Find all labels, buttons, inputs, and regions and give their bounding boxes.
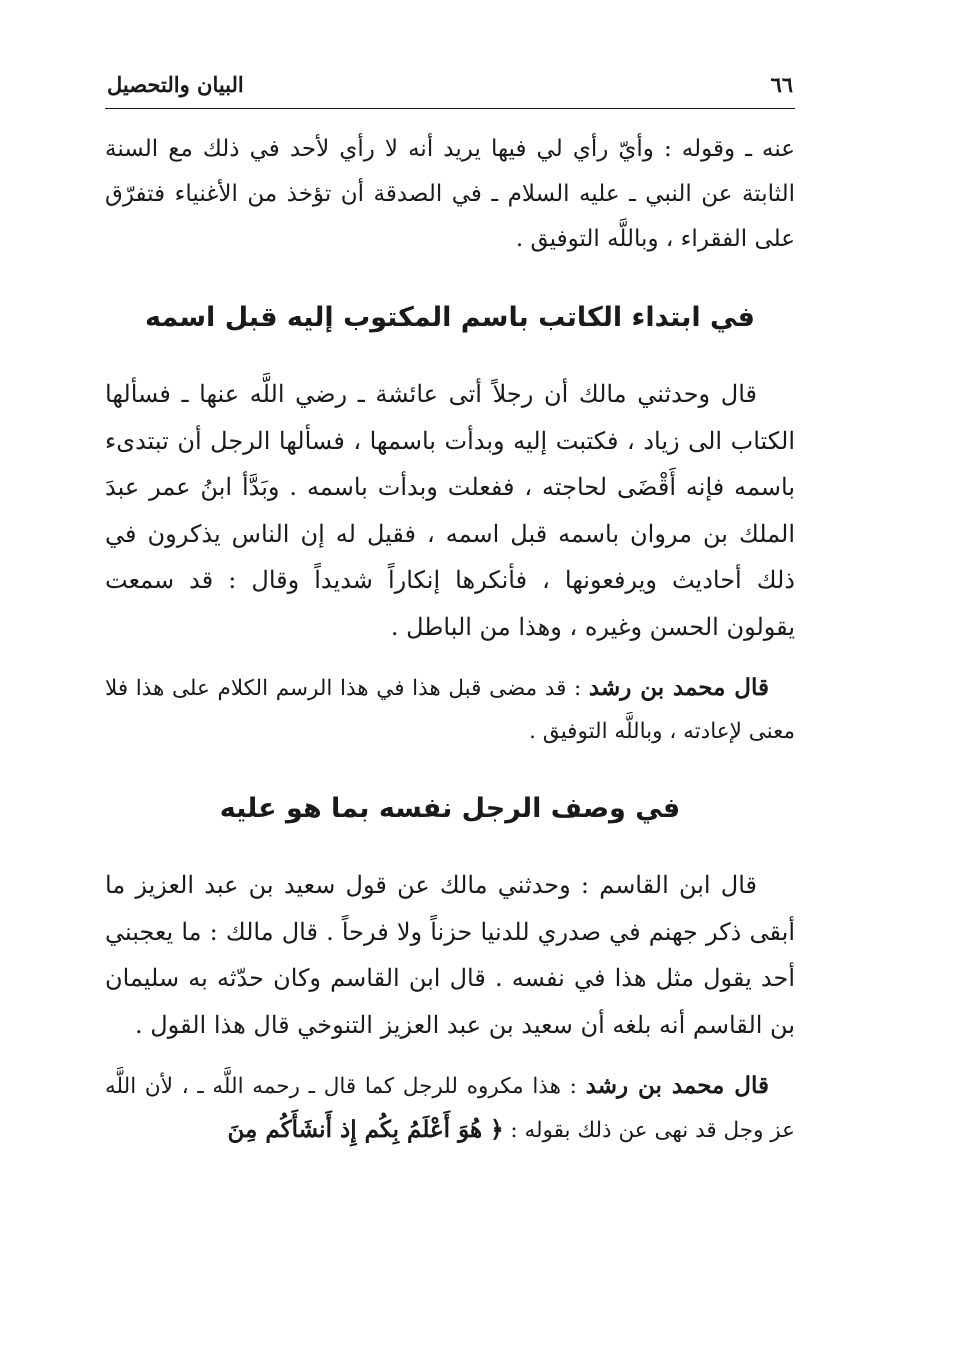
running-title: البيان والتحصيل [107, 72, 244, 97]
opening-paragraph: عنه ـ وقوله : وأيّ رأي لي فيها يريد أنه لا رأي لأحد في ذلك مع السنة الثابتة عن النبي ـ عليه السلام ـ في الصدقة أن تؤخذ من الأغنياء فتفرّق على الفقراء ، وباللَّه التوفيق . [105, 136, 795, 252]
section-1-commentary [105, 666, 795, 753]
section-heading-2: في وصف الرجل نفسه بما هو عليه [219, 793, 681, 824]
commentary-speaker: قال محمد بن رشد [585, 1072, 769, 1099]
section-2-commentary [105, 1064, 795, 1152]
book-page [105, 70, 795, 1330]
commentary-text: : قد مضى قبل هذا في هذا الرسم الكلام على هذا فلا معنى لإعادته ، وباللَّه التوفيق . [105, 676, 795, 744]
page-header [105, 70, 795, 109]
quran-quote: ﴿ هُوَ أَعْلَمُ بِكُم إِذ أَنشَأَكُم مِنَ [227, 1116, 504, 1143]
commentary-text: : هذا مكروه للرجل كما قال ـ رحمه اللَّه ـ ، لأن اللَّه عز وجل قد نهى عن ذلك بقوله : [105, 1074, 795, 1143]
page-number: ٦٦ [770, 72, 793, 97]
section-1-body: قال وحدثني مالك أن رجلاً أتى عائشة ـ رضي اللَّه عنها ـ فسألها الكتاب الى زياد ، فكتبت إليه وبدأت باسمها ، فسألها الرجل أن تبتدىء باسمه فإنه أَقْضَى لحاجته ، ففعلت وبدأت باسمه . وبَدَّأ ابنُ عمر عبدَ الملك بن مروان باسمه قبل اسمه ، فقيل له إن الناس يذكرون في ذلك أحاديث ويرفعونها ، فأنكرها إنكاراً شديداً وقال : قد سمعت يقولون الحسن وغيره ، وهذا من الباطل . [105, 380, 795, 641]
section-heading-1: في ابتداء الكاتب باسم المكتوب إليه قبل اسمه [145, 302, 755, 333]
commentary-speaker: قال محمد بن رشد [588, 674, 769, 701]
section-2-body: قال ابن القاسم : وحدثني مالك عن قول سعيد بن عبد العزيز ما أبقى ذكر جهنم في صدري للدنيا حزناً ولا فرحاً . قال مالك : ما يعجبني أحد يقول مثل هذا في نفسه . قال ابن القاسم وكان حدّثه به سليمان بن القاسم أنه بلغه أن سعيد بن عبد العزيز التنوخي قال هذا القول . [105, 871, 795, 1039]
